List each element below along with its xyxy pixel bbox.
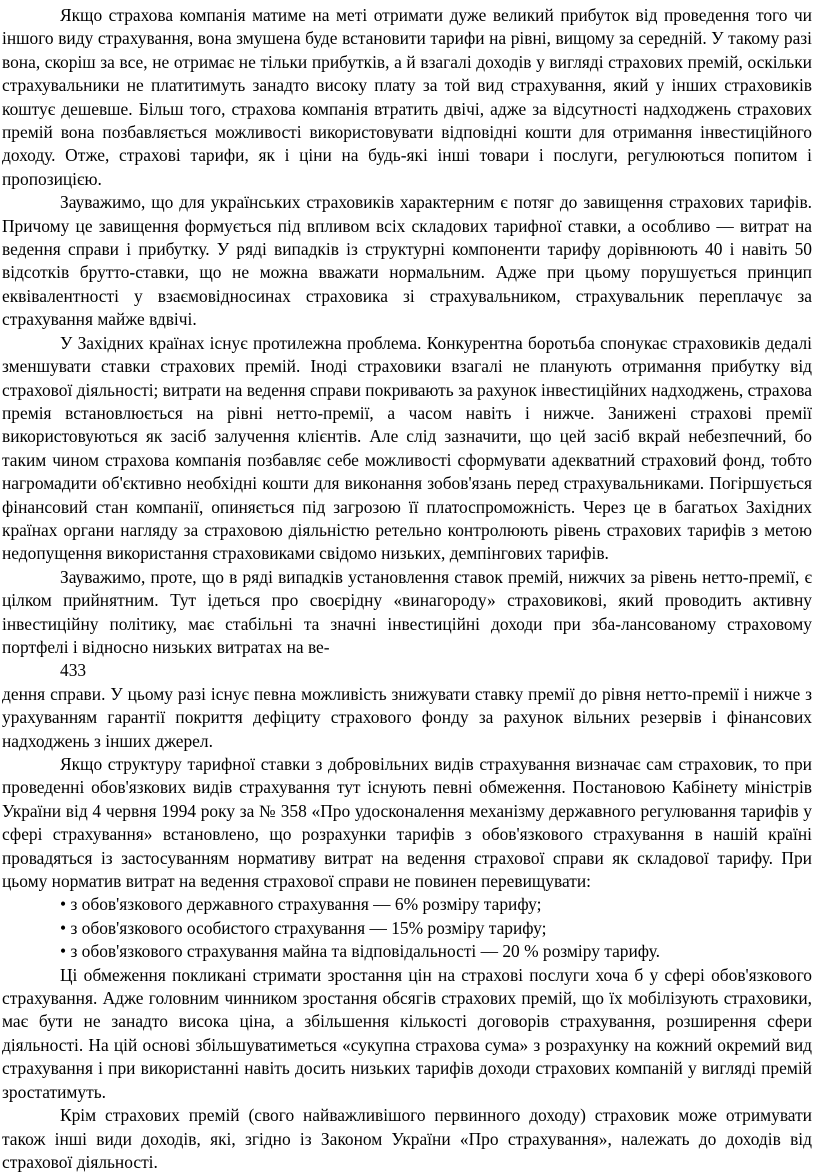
paragraph-continuation: дення справи. У цьому разі існує певна можливість знижувати ставку премії до рівня нетто-премії і нижче з урахуванням гарантії покриття дефіциту страхового фонду за рахунок вільних резервів і фінансових надходжень з інших джерел. <box>2 683 812 751</box>
paragraph-mandatory-insurance: Якщо структуру тарифної ставки з добровільних видів страхування визначає сам страховик, то при проведенні обов'язкових видів страхування тут існують певні обмеження. Постановою Кабінету міністрів України від 4 червня 1994 року за № 358 «Про удосконалення механізму державного регулювання тарифів у сфері страхування» встановлено, що розрахунки тарифів з обов'язкового страхування в нашій країні провадяться із застосуванням нормативу витрат на ведення страхової справи як складової тарифу. При цьому норматив витрат на ведення страхової справи не повинен перевищувати: <box>2 754 812 892</box>
page-number: 433 <box>60 660 87 681</box>
expense-norms-list <box>2 893 812 963</box>
paragraph-restrictions: Ці обмеження покликані стримати зростання цін на страхові послуги хоча б у сфері обов'язкового страхування. Адже головним чинником зростання обсягів страхових премій, що їх мобілізують страховики, має бути не занадто висока ціна, а збільшення кількості договорів страхування, розширення сфери діяльності. На цій основі збільшуватиметься «сукупна страхова сума» з розрахунку на кожний окремий вид страхування і при використанні навіть досить низьких тарифів доходи страхових компаній у вигляді премій зростатимуть. <box>2 964 812 1102</box>
paragraph-western-countries: У Західних країнах існує протилежна проблема. Конкурентна боротьба спонукає страховиків дедалі зменшувати ставки страхових премій. Іноді страховики взагалі не планують отримання прибутку від страхової діяльності; витрати на ведення справи покривають за рахунок інвестиційних надходжень, страхова премія встановлюється на рівні нетто-премії, а часом навіть і нижче. Занижені страхові премії використовуються як засіб залучення клієнтів. Але слід зазначити, що цей засіб вкрай небезпечний, бо таким чином страхова компанія позбавляє себе можливості сформувати адекватний страховий фонд, тобто нагромадити об'єктивно необхідні кошти для виконання зобов'язань перед страхувальниками. Погіршується фінансовий стан компанії, опиняється під загрозою її платоспроможність. Через це в багатьох Західних країнах органи нагляду за страховою діяльністю ретельно контролюють рівень страхових тарифів з метою недопущення використання страховиками свідомо низьких, демпінгових тарифів. <box>2 332 812 564</box>
paragraph-below-net-premium: Зауважимо, проте, що в ряді випадків установлення ставок премій, нижчих за рівень нетто-премії, є цілком прийнятним. Тут ідеться про своєрідну «винагороду» страховикові, який проводить активну інвестиційну політику, має стабільні та значні інвестиційні доходи при зба-лансованому страховому портфелі і відносно низьких витратах на ве- <box>2 566 812 657</box>
list-item: • з обов'язкового особистого страхування — 15% розміру тарифу; <box>60 917 812 940</box>
paragraph-profit-goal: Якщо страхова компанія матиме на меті отримати дуже великий прибуток від проведення того чи іншого виду страхування, вона змушена буде встановити тарифи на рівні, вищому за середній. У такому разі вона, скоріш за все, не отримає не тільки прибутків, а й взагалі доходів у вигляді страхових премій, оскільки страхувальники не платитимуть занадто високу плату за той вид страхування, який у інших страховиків коштує дешевше. Більш того, страхова компанія втратить двічі, адже за відсутності надходжень страхових премій вона позбавляється можливості використовувати відповідні кошти для отримання інвестиційного доходу. Отже, страхові тарифи, як і ціни на будь-які інші товари і послуги, регулюються попитом і пропозицією. <box>2 5 812 189</box>
paragraph-other-income: Крім страхових премій (свого найважливішого первинного доходу) страховик може отримувати також інші види доходів, які, згідно із Законом України «Про страхування», належать до доходів від страхової діяльності. <box>2 1105 812 1172</box>
list-item: • з обов'язкового державного страхування — 6% розміру тарифу; <box>60 893 812 916</box>
document-page <box>2 4 812 1174</box>
list-item: • з обов'язкового страхування майна та відповідальності — 20 % розміру тарифу. <box>60 940 812 963</box>
paragraph-ukrainian-insurers: Зауважимо, що для українських страховиків характерним є потяг до завищення страхових тарифів. Причому це завищення формується під впливом всіх складових тарифної ставки, а особливо — витрат на ведення справи і прибутку. У ряді випадків із структурні компоненти тарифу дорівнюють 40 і навіть 50 відсотків брутто-ставки, що не можна вважати нормальним. Адже при цьому порушується принцип еквівалентності у взаємовідносинах страховика зі страхувальником, страхувальник переплачує за страхування майже вдвічі. <box>2 192 812 330</box>
